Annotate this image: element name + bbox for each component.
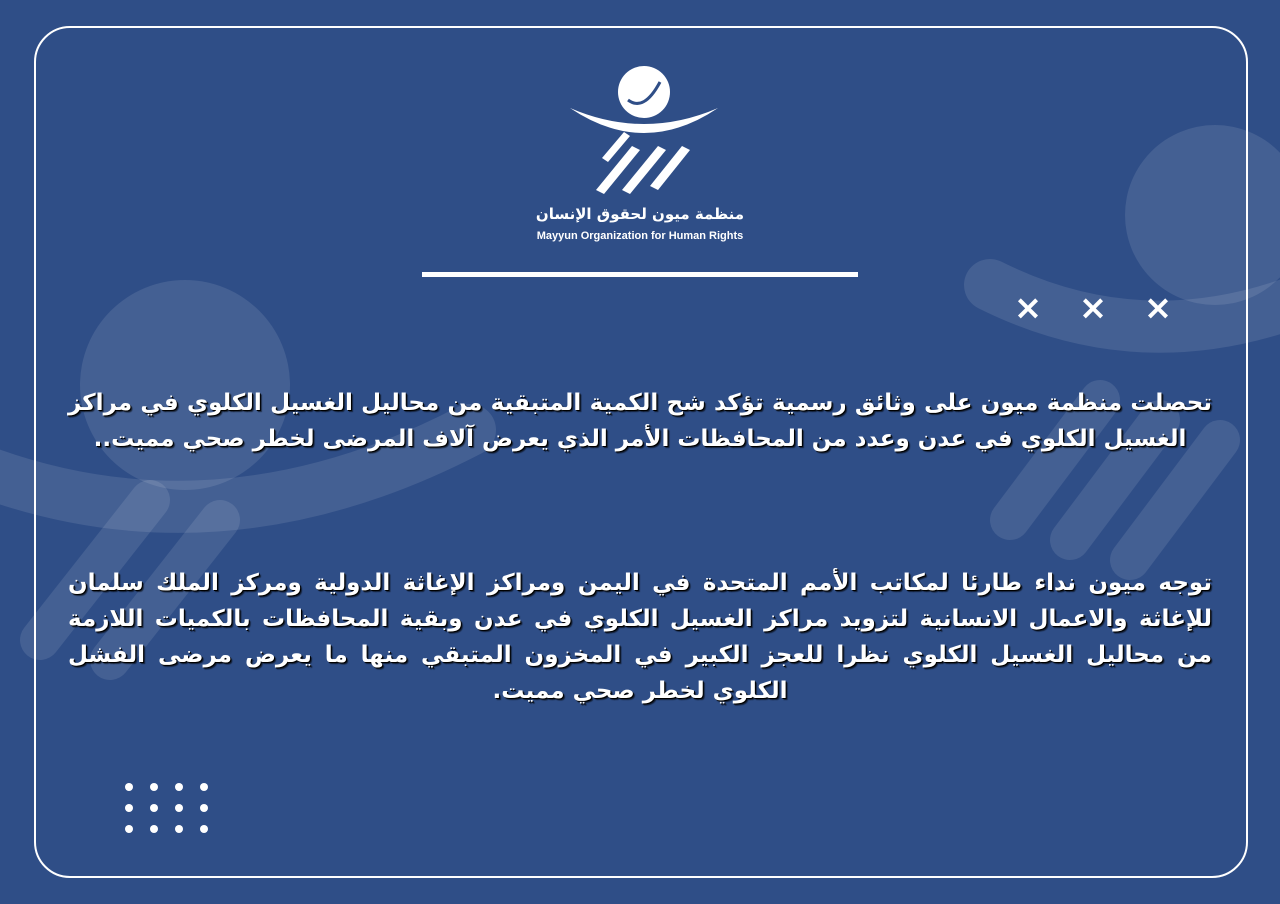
cross-marks: [1008, 288, 1178, 328]
cross-icon: ×: [1013, 288, 1043, 328]
dot-grid-icon: [116, 776, 216, 840]
logo-english-name: Mayyun Organization for Human Rights: [536, 230, 744, 242]
announcement-paragraph-2: توجه ميون نداء طارئا لمكاتب الأمم المتحدة في اليمن ومراكز الإغاثة الدولية ومركز الملك سلمان للإغاثة والاعمال الانسانية لتزويد مراكز الغسيل الكلوي في عدن وبقية المحافظات بالكميات اللازمة من محاليل الغسيل الكلوي نظرا للعجز الكبير في المخزون المتبقي منها ما يعرض مرضى الفشل الكلوي لخطر صحي مميت.: [68, 570, 1212, 704]
mayyun-logo-icon: [566, 62, 722, 202]
cross-icon: ×: [1078, 288, 1108, 328]
logo-arabic-name: منظمة ميون لحقوق الإنسان: [535, 205, 745, 223]
announcement-paragraph-1: تحصلت منظمة ميون على وثائق رسمية تؤكد شح الكمية المتبقية من محاليل الغسيل الكلوي في مراكز الغسيل الكلوي في عدن وعدد من المحافظات الأمر الذي يعرض آلاف المرضى لخطر صحي مميت..: [68, 390, 1212, 452]
header-divider: [422, 272, 858, 277]
cross-icon: ×: [1143, 288, 1173, 328]
